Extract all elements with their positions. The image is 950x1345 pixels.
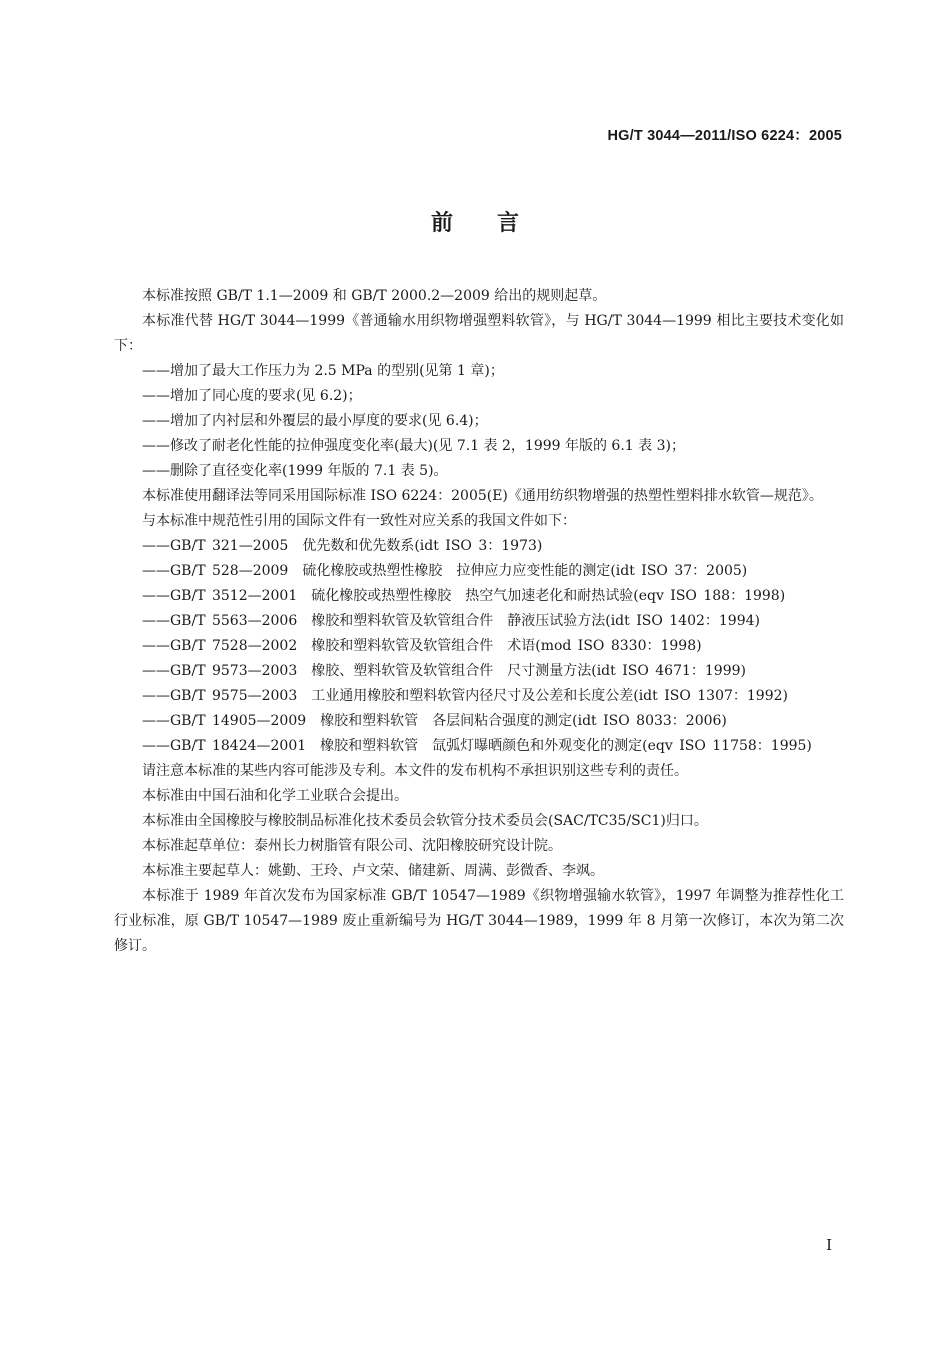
paragraph-drafters: 本标准主要起草人：姚勤、王玲、卢文荣、储建新、周满、彭微香、李飒。: [142, 863, 604, 879]
paragraph-replaces: 本标准代替 HG/T 3044—1999《普通输水用织物增强塑料软管》，与 HG/T 3044—1999 相比主要技术变化如下：: [114, 313, 844, 354]
change-item: ——增加了同心度的要求(见 6.2)；: [142, 388, 362, 404]
reference-item: ——GB/T 9573—2003 橡胶、塑料软管及软管组合件 尺寸测量方法(idt ISO 4671：1999): [142, 663, 746, 679]
paragraph-drafting-units: 本标准起草单位：泰州长力树脂管有限公司、沈阳橡胶研究设计院。: [142, 838, 562, 854]
standard-code: HG/T 3044—2011/ISO 6224：2005: [607, 128, 842, 144]
paragraph-under-jurisdiction: 本标准由全国橡胶与橡胶制品标准化技术委员会软管分技术委员会(SAC/TC35/SC1)归口。: [142, 813, 708, 829]
paragraph-iso-adoption: 本标准使用翻译法等同采用国际标准 ISO 6224：2005(E)《通用纺织物增强的热塑性塑料排水软管—规范》。: [142, 488, 823, 504]
reference-item: ——GB/T 18424—2001 橡胶和塑料软管 氙弧灯曝晒颜色和外观变化的测定(eqv ISO 11758：1995): [142, 738, 812, 754]
paragraph-proposed-by: 本标准由中国石油和化学工业联合会提出。: [142, 788, 408, 804]
reference-item: ——GB/T 7528—2002 橡胶和塑料软管及软管组合件 术语(mod ISO 8330：1998): [142, 638, 702, 654]
change-item: ——删除了直径变化率(1999 年版的 7.1 表 5)。: [142, 463, 448, 479]
change-item: ——增加了最大工作压力为 2.5 MPa 的型别(见第 1 章)；: [142, 363, 504, 379]
reference-item: ——GB/T 9575—2003 工业通用橡胶和塑料软管内径尺寸及公差和长度公差(idt ISO 1307：1992): [142, 688, 788, 704]
paragraph-references-intro: 与本标准中规范性引用的国际文件有一致性对应关系的我国文件如下：: [142, 513, 576, 529]
page-number: I: [826, 1236, 832, 1254]
paragraph-history: 本标准于 1989 年首次发布为国家标准 GB/T 10547—1989《织物增强输水软管》，1997 年调整为推荐性化工行业标准，原 GB/T 10547—1989 废止重新编号为 HG/T 3044—1989，1999 年 8 月第一次修订，本次为第二次修订。: [114, 888, 844, 954]
document-body: [114, 284, 844, 959]
paragraph-patent-notice: 请注意本标准的某些内容可能涉及专利。本文件的发布机构不承担识别这些专利的责任。: [142, 763, 688, 779]
reference-item: ——GB/T 5563—2006 橡胶和塑料软管及软管组合件 静液压试验方法(idt ISO 1402：1994): [142, 613, 760, 629]
paragraph-drafting-rules: 本标准按照 GB/T 1.1—2009 和 GB/T 2000.2—2009 给出的规则起草。: [142, 288, 607, 304]
reference-item: ——GB/T 321—2005 优先数和优先数系(idt ISO 3：1973): [142, 538, 543, 554]
change-item: ——修改了耐老化性能的拉伸强度变化率(最大)(见 7.1 表 2，1999 年版的 6.1 表 3)；: [142, 438, 685, 454]
page-title: 前言: [430, 211, 563, 236]
change-item: ——增加了内衬层和外覆层的最小厚度的要求(见 6.4)；: [142, 413, 488, 429]
reference-item: ——GB/T 14905—2009 橡胶和塑料软管 各层间粘合强度的测定(idt ISO 8033：2006): [142, 713, 727, 729]
reference-item: ——GB/T 3512—2001 硫化橡胶或热塑性橡胶 热空气加速老化和耐热试验(eqv ISO 188：1998): [142, 588, 786, 604]
reference-item: ——GB/T 528—2009 硫化橡胶或热塑性橡胶 拉伸应力应变性能的测定(idt ISO 37：2005): [142, 563, 748, 579]
